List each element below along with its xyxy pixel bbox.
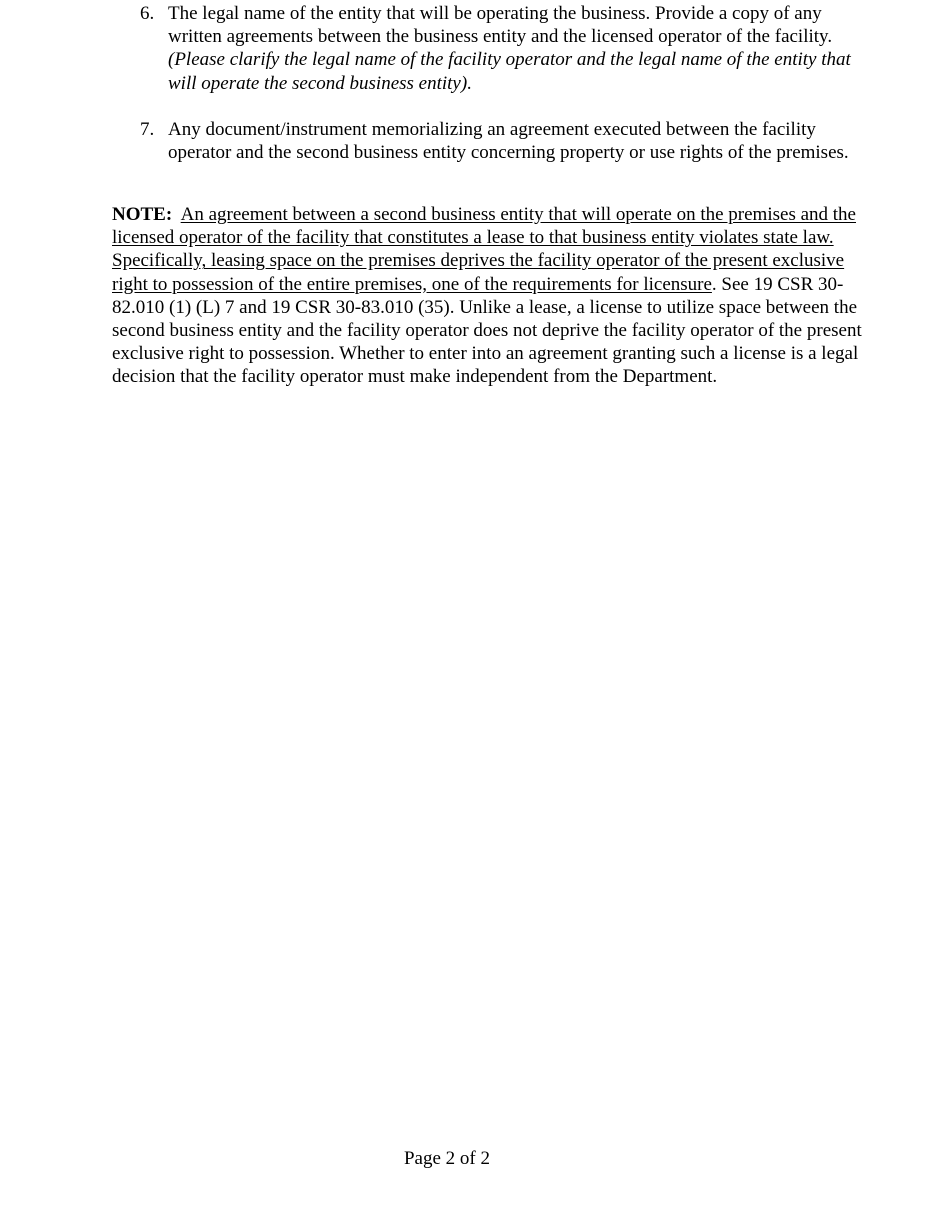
list-item-clarification: (Please clarify the legal name of the facility operator and the legal name of the entity that will operate the second business entity). [168,49,851,94]
page-number-footer: Page 2 of 2 [403,1148,490,1169]
note-label: NOTE: [112,204,173,225]
note-body-text: . See 19 CSR 30-82.010 (1) (L) 7 and 19 CSR 30-83.010 (35). Unlike a lease, a license to utilize space between the second business entity and the facility operator does not deprive the facility operator of the present exclusive right to possession. Whether to enter into an agreement granting such a license is a legal decision that the facility operator must make independent from the Department. [112,273,862,388]
list-item-text [168,2,864,95]
list-item-body: Any document/instrument memorializing an agreement executed between the facility operator and the second business entity concerning property or use rights of the premises. [168,119,849,164]
list-item-body: The legal name of the entity that will be operating the business. Provide a copy of any written agreements between the business entity and the licensed operator of the facility. [168,3,833,48]
note-underlined-text: An agreement between a second business entity that will operate on the premises and the licensed operator of the facility that constitutes a lease to that business entity violates state law. Specifically, leasing space on the premises deprives the facility operator of the present exclusive right to possession of the entire premises, one of the requirements for licensure [112,204,856,295]
list-item-text [168,118,864,164]
list-item-number: 7. [140,119,155,140]
list-item-number: 6. [140,3,155,24]
note-paragraph [112,203,864,389]
